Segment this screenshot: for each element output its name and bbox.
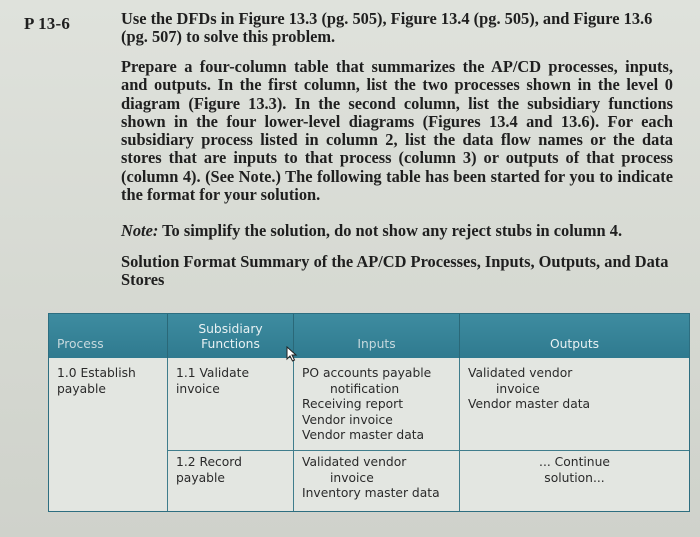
note-label: Note: bbox=[121, 221, 159, 240]
problem-intro: Use the DFDs in Figure 13.3 (pg. 505), Figure 13.4 (pg. 505), and Figure 13.6 (pg. 507) to solve this problem. bbox=[121, 9, 653, 47]
outputs-cell: ... Continue solution... bbox=[539, 455, 610, 485]
outputs-cell: Validated vendor invoice Vendor master data bbox=[460, 358, 690, 451]
table-header-row bbox=[49, 314, 689, 358]
header-process: Process bbox=[49, 314, 168, 358]
table-row bbox=[49, 451, 689, 512]
process-cell bbox=[49, 451, 168, 512]
table-title: Solution Format Summary of the AP/CD Processes, Inputs, Outputs, and Data Stores bbox=[121, 252, 669, 290]
table-row bbox=[49, 358, 689, 451]
problem-instructions: Prepare a four-column table that summarizes the AP/CD processes, inputs, and outputs. In the first column, list the two processes shown in the level 0 diagram (Figure 13.3). In the second column, list the subsidiary functions shown in the four lower-level diagrams (Figures 13.4 and 13.6). For each subsidiary process listed in column 2, list the data flow names or the data stores that are inputs to that process (column 3) or outputs of that process (column 4). (See Note.) The following table has been started for you to indicate the format for your solution. bbox=[121, 57, 673, 205]
inputs-cell: Validated vendor invoice Inventory master data bbox=[294, 451, 460, 512]
header-inputs: Inputs bbox=[294, 314, 460, 358]
process-cell: 1.0 Establish payable bbox=[49, 358, 168, 451]
mouse-pointer-icon bbox=[286, 346, 300, 362]
note-text: To simplify the solution, do not show any reject stubs in column 4. bbox=[158, 221, 623, 240]
solution-table bbox=[48, 313, 690, 512]
function-cell: 1.2 Record payable bbox=[168, 451, 294, 512]
problem-label: P 13-6 bbox=[24, 14, 71, 33]
function-cell: 1.1 Validate invoice bbox=[168, 358, 294, 451]
header-subsidiary-functions: Subsidiary Functions bbox=[168, 314, 294, 358]
problem-note bbox=[121, 222, 673, 240]
header-outputs: Outputs bbox=[460, 314, 690, 358]
inputs-cell: PO accounts payable notification Receiving report Vendor invoice Vendor master data bbox=[294, 358, 460, 451]
